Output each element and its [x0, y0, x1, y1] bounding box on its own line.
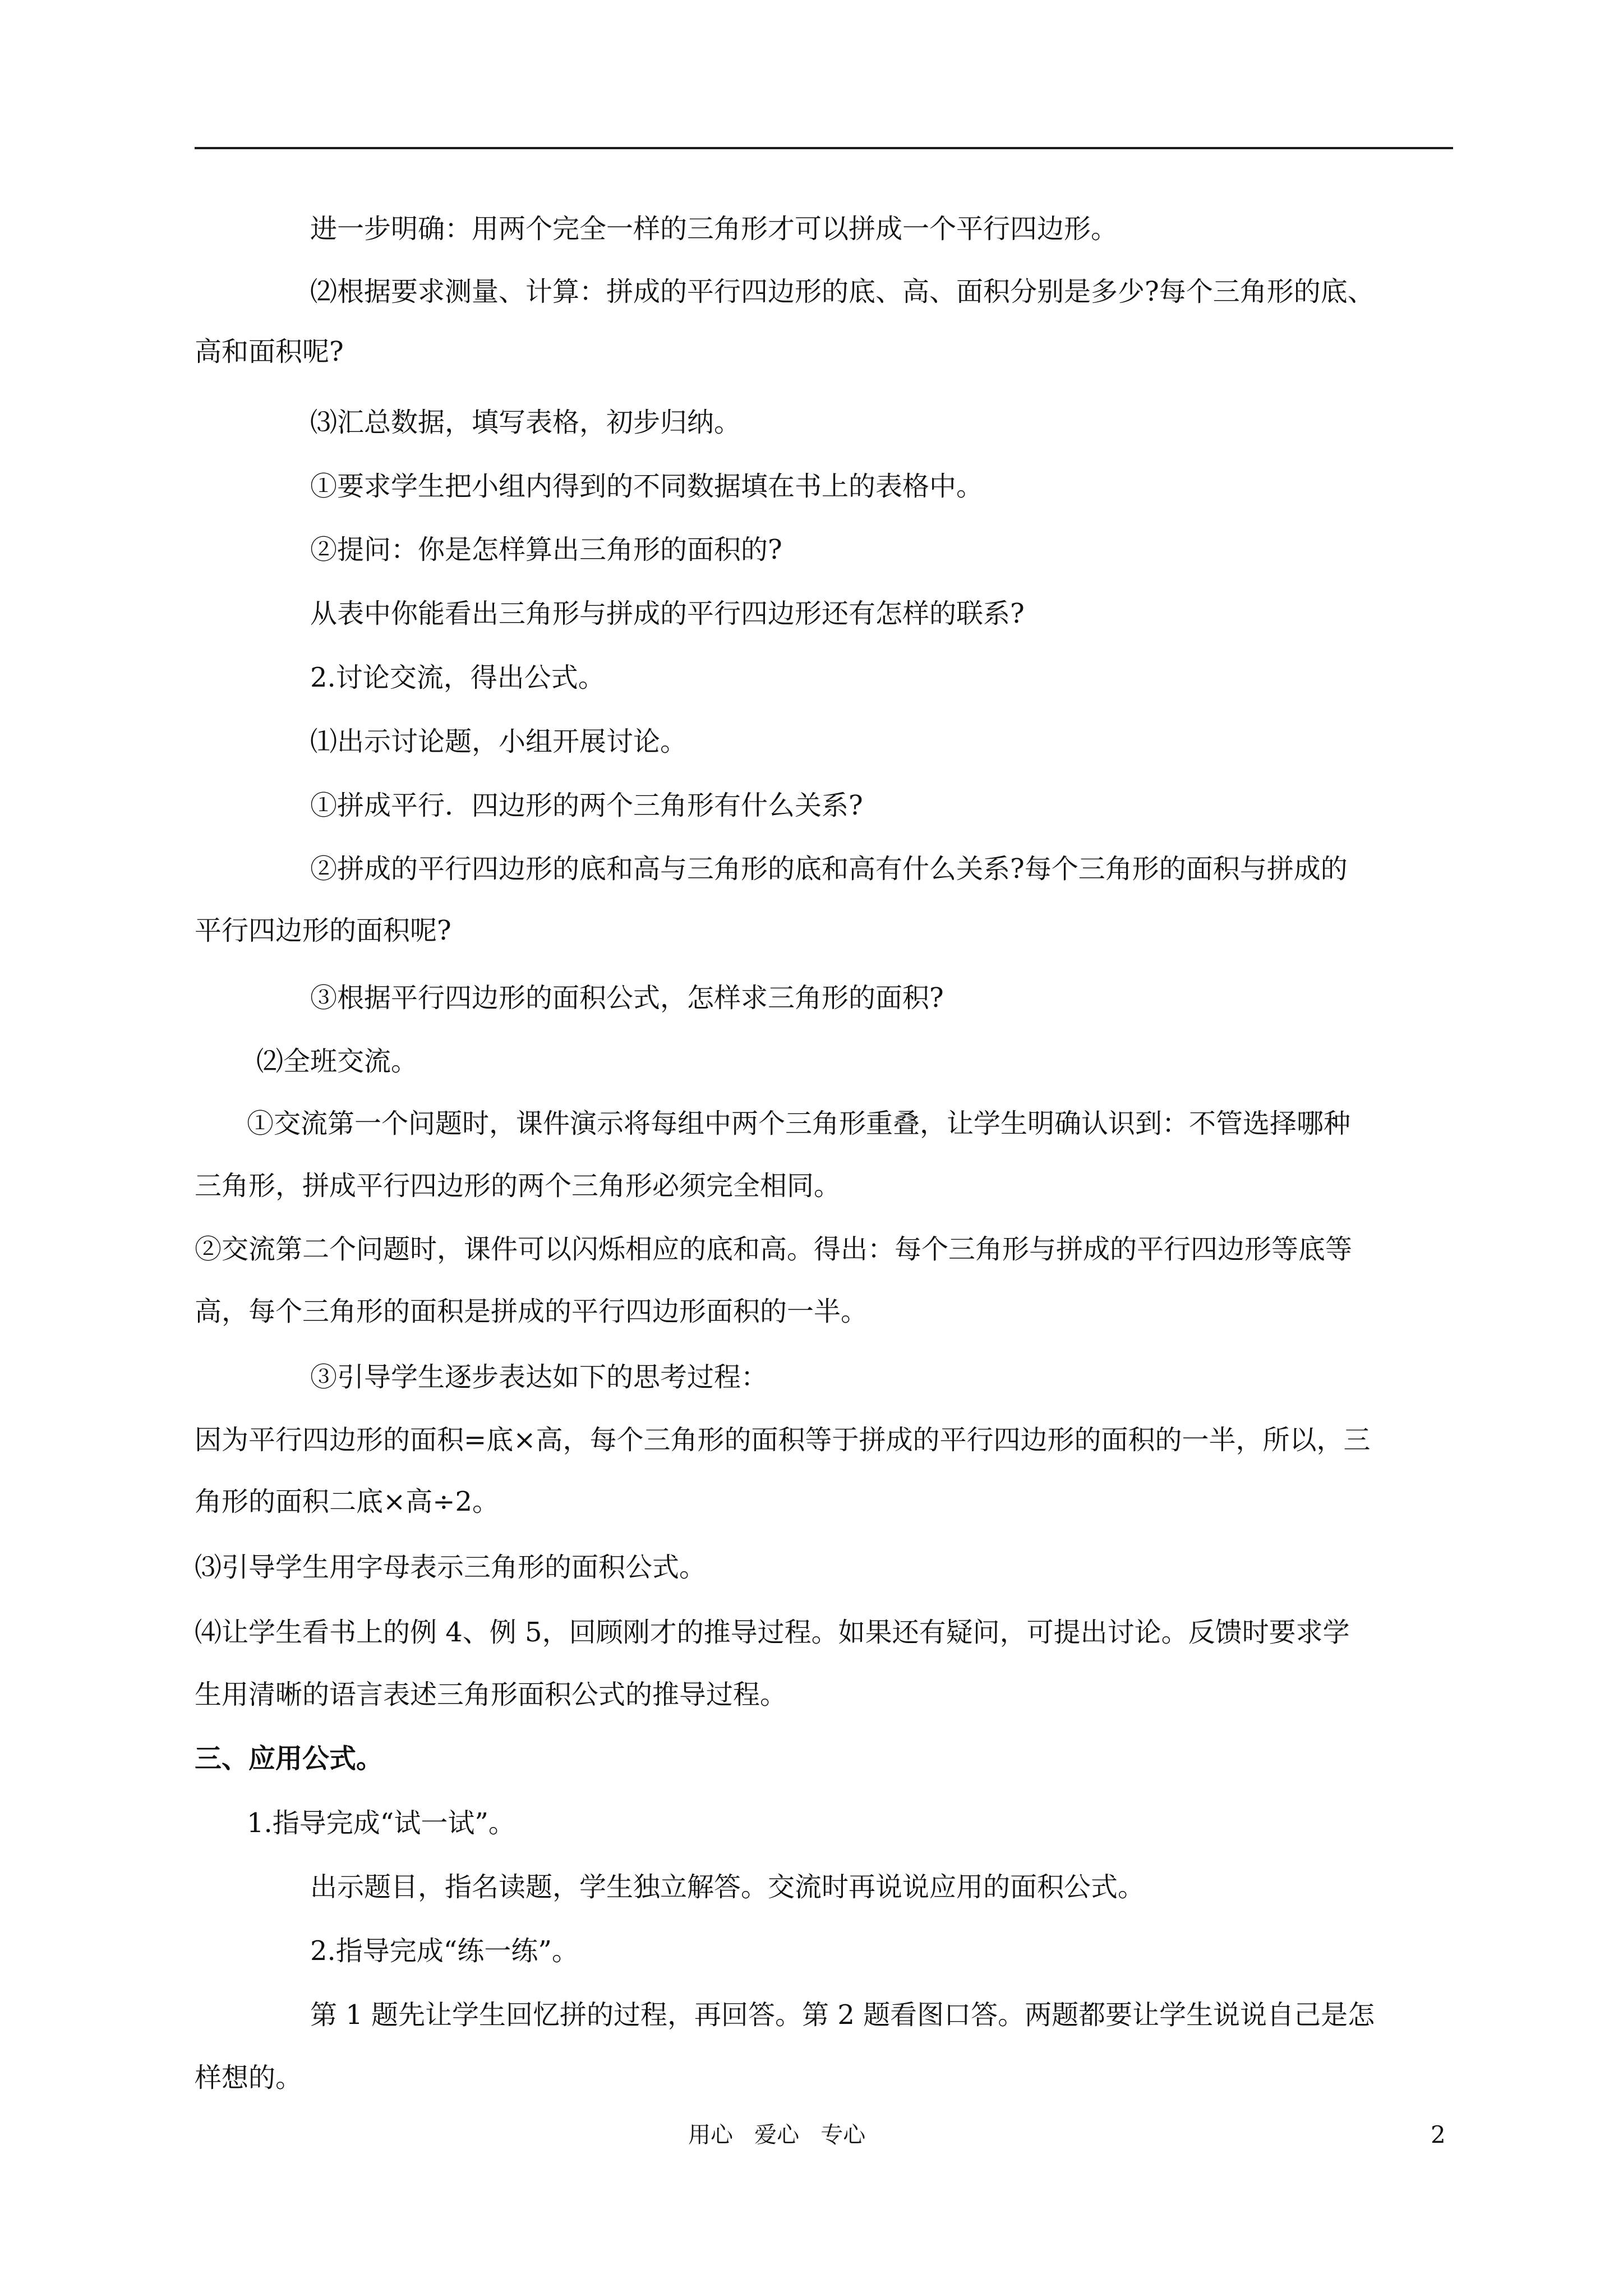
paragraph-line: 三角形，拼成平行四边形的两个三角形必须完全相同。 — [195, 1170, 841, 1202]
paragraph-line: ⑵全班交流。 — [256, 1046, 418, 1077]
paragraph-line: ⑵根据要求测量、计算：拼成的平行四边形的底、高、面积分别是多少?每个三角形的底、 — [310, 276, 1375, 307]
paragraph-line: ②提问：你是怎样算出三角形的面积的? — [310, 534, 782, 565]
paragraph-line: 样想的。 — [195, 2062, 303, 2093]
section-heading: 三、应用公式。 — [195, 1743, 384, 1774]
paragraph-line: 平行四边形的面积呢? — [195, 915, 451, 946]
paragraph-line: ②拼成的平行四边形的底和高与三角形的底和高有什么关系?每个三角形的面积与拼成的 — [310, 853, 1348, 885]
paragraph-line: 2.指导完成“练一练”。 — [310, 1935, 579, 1967]
paragraph-line: ③引导学生逐步表达如下的思考过程： — [310, 1361, 768, 1393]
paragraph-line: 高和面积呢? — [195, 336, 344, 367]
paragraph-line: ③根据平行四边形的面积公式，怎样求三角形的面积? — [310, 982, 944, 1014]
paragraph-line: ⑶汇总数据，填写表格，初步归纳。 — [310, 407, 741, 438]
paragraph-line: ②交流第二个问题时，课件可以闪烁相应的底和高。得出：每个三角形与拼成的平行四边形等底等 — [195, 1234, 1353, 1265]
header-rule — [195, 147, 1453, 149]
paragraph-line: 出示题目，指名读题，学生独立解答。交流时再说说应用的面积公式。 — [310, 1871, 1145, 1903]
paragraph-line: 角形的面积二底×高÷2。 — [195, 1486, 499, 1517]
paragraph-line: ①拼成平行．四边形的两个三角形有什么关系? — [310, 790, 863, 821]
paragraph-line: 第 1 题先让学生回忆拼的过程，再回答。第 2 题看图口答。两题都要让学生说说自己是怎 — [310, 1999, 1375, 2031]
paragraph-line: ⑴出示讨论题，小组开展讨论。 — [310, 726, 688, 757]
paragraph-line: ①交流第一个问题时，课件演示将每组中两个三角形重叠，让学生明确认识到：不管选择哪种 — [247, 1108, 1351, 1139]
paragraph-line: 2.讨论交流，得出公式。 — [310, 662, 605, 693]
paragraph-line: ⑷让学生看书上的例 4、例 5，回顾刚才的推导过程。如果还有疑问，可提出讨论。反馈时要求学 — [195, 1617, 1350, 1648]
paragraph-line: 1.指导完成“试一试”。 — [247, 1807, 515, 1839]
paragraph-line: 进一步明确：用两个完全一样的三角形才可以拼成一个平行四边形。 — [310, 213, 1118, 245]
paragraph-line: ①要求学生把小组内得到的不同数据填在书上的表格中。 — [310, 471, 984, 502]
paragraph-line: 高，每个三角形的面积是拼成的平行四边形面积的一半。 — [195, 1296, 868, 1327]
footer-motto: 用心 爱心 专心 — [688, 2122, 866, 2148]
paragraph-line: 从表中你能看出三角形与拼成的平行四边形还有怎样的联系? — [310, 598, 1025, 629]
paragraph-line: 生用清晰的语言表述三角形面积公式的推导过程。 — [195, 1679, 787, 1710]
page-number: 2 — [1431, 2121, 1446, 2148]
paragraph-line: 因为平行四边形的面积=底×高，每个三角形的面积等于拼成的平行四边形的面积的一半，所以，三 — [195, 1424, 1371, 1456]
paragraph-line: ⑶引导学生用字母表示三角形的面积公式。 — [195, 1552, 707, 1583]
